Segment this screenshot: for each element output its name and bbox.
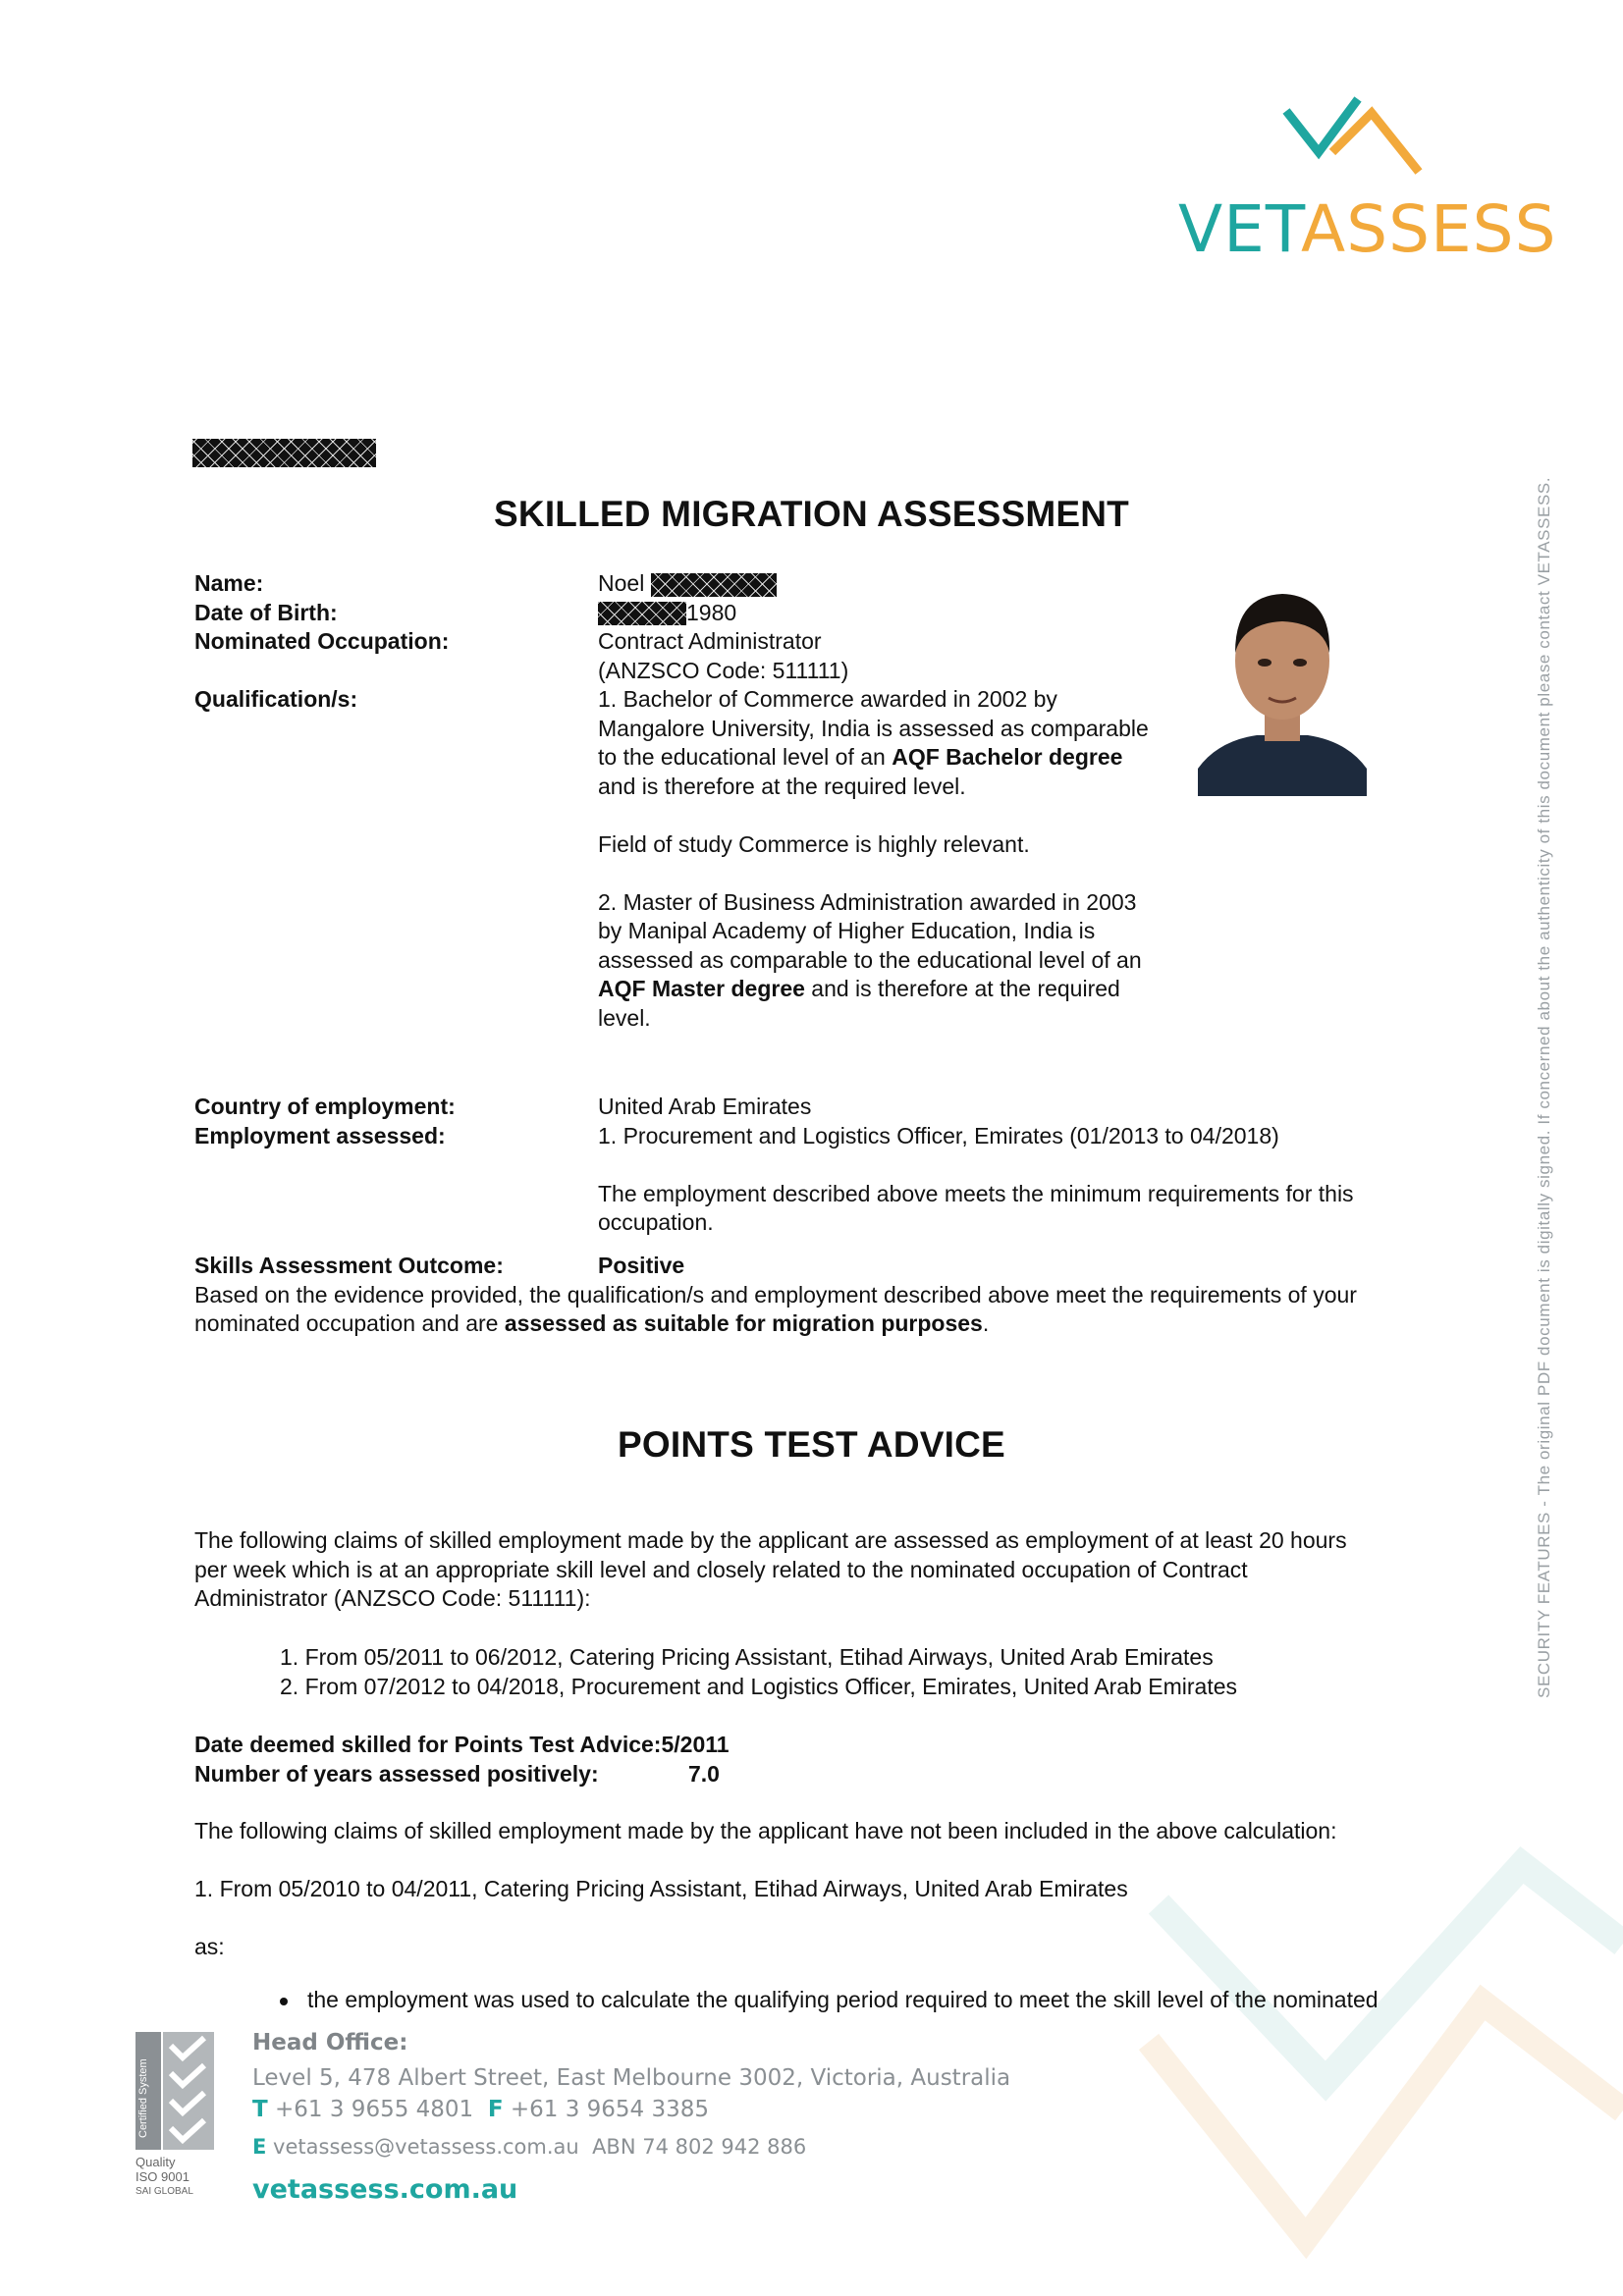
cert-label-iso: ISO 9001 [135,2169,189,2184]
employment-value: 1. Procurement and Logistics Officer, Emirates (01/2013 to 04/2018) [598,1122,1279,1148]
bullet-text: the employment was used to calculate the qualifying period required to meet the skill level of the nominated [307,1987,1379,2012]
outcome-block [194,1252,1432,1339]
footer-contact [252,2025,1010,2208]
country-value: United Arab Emirates [598,1094,812,1119]
qualification-2-line-1: 2. Master of Business Administration awarded in 2003 [598,888,1137,915]
name-value-row [598,569,1187,599]
abn: ABN 74 802 942 886 [592,2135,807,2159]
qualification-1-line-4: and is therefore at the required level. [598,773,966,799]
logo-wordmark: VETASSESS [1178,191,1557,267]
labels-column [194,569,449,715]
page-title: SKILLED MIGRATION ASSESSMENT [494,494,1129,534]
values-column [598,569,1187,1033]
outcome-label: Skills Assessment Outcome: [194,1253,504,1278]
bullet-icon [280,1998,288,2005]
fax-number: +61 3 9654 3385 [510,2097,710,2122]
logo-chevron-icon [1281,93,1429,187]
employment-values [598,1093,1403,1238]
dob-value: 1980 [686,599,737,625]
employment-note-2: occupation. [598,1209,714,1235]
as-label: as: [194,1934,225,1959]
employment-labels [194,1093,456,1150]
years-row: Number of years assessed positively: 7.0 [194,1760,730,1789]
website-link[interactable]: vetassess.com.au [252,2174,518,2205]
security-features-strip: SECURITY FEATURES - The original PDF document is digitally signed. If concerned about the authenticity of this document please contact VETASSESS. [1535,476,1553,1698]
points-intro [194,1526,1432,1614]
points-intro-1: The following claims of skilled employment made by the applicant are assessed as employment of at least 20 hours [194,1527,1347,1553]
dob-label: Date of Birth: [194,599,338,625]
claim-item-2: 2. From 07/2012 to 04/2018, Procurement and Logistics Officer, Emirates, United Arab Emirates [280,1673,1238,1699]
qualification-2-line-4: AQF Master degree and is therefore at the required [598,976,1120,1001]
excluded-item-1: 1. From 05/2010 to 04/2011, Catering Pricing Assistant, Etihad Airways, United Arab Emirates [194,1876,1128,1901]
occupation-code: (ANZSCO Code: 511111) [598,657,849,683]
redacted-birthdate [598,602,686,625]
name-value: Noel [598,570,645,596]
dob-value-row [598,599,1187,628]
occupation-label: Nominated Occupation: [194,628,450,654]
qualification-2-line-5: level. [598,1004,651,1031]
applicant-photo [1198,572,1367,796]
iso-certification-badge [135,2032,214,2204]
redacted-reference [192,439,376,467]
employment-label: Employment assessed: [194,1122,446,1148]
points-intro-2: per week which is at an appropriate skill level and closely related to the nominated occupation of Contract [194,1556,1248,1582]
date-deemed-value: 5/2011 [661,1732,730,1757]
cert-label-quality: Quality [135,2155,176,2169]
head-office-label: Head Office: [252,2030,408,2056]
field-of-study: Field of study Commerce is highly relevant. [598,830,1030,857]
name-label: Name: [194,570,264,596]
outcome-text-1: Based on the evidence provided, the qualification/s and employment described above meet the requirements of your [194,1281,1357,1308]
claims-list [280,1643,1237,1701]
outcome-row [194,1252,1432,1281]
date-deemed-row: Date deemed skilled for Points Test Advice:5/2011 [194,1732,730,1757]
cert-label-sai: SAI GLOBAL [135,2186,193,2197]
qualification-label: Qualification/s: [194,686,358,712]
qualification-2-line-3: assessed as comparable to the educational level of an [598,946,1142,973]
qualification-2-line-2: by Manipal Academy of Higher Education, India is [598,918,1096,943]
employment-note-1: The employment described above meets the minimum requirements for this [598,1180,1354,1206]
qualification-1-line-2: Mangalore University, India is assessed as comparable [598,715,1149,741]
office-address: Level 5, 478 Albert Street, East Melbourne 3002, Victoria, Australia [252,2065,1011,2091]
bullet-item [280,1986,1458,2015]
outcome-value: Positive [598,1253,685,1278]
qualification-1-line-3: to the educational level of an AQF Bachelor degree [598,744,1123,770]
cert-label-certified: Certified System [137,2058,149,2138]
country-label: Country of employment: [194,1094,456,1119]
points-intro-3: Administrator (ANZSCO Code: 511111): [194,1585,591,1611]
claim-item-1: 1. From 05/2011 to 06/2012, Catering Pricing Assistant, Etihad Airways, United Arab Emirates [280,1644,1214,1670]
points-summary [194,1731,730,1789]
occupation-value: Contract Administrator [598,628,822,654]
excluded-intro: The following claims of skilled employment made by the applicant have not been included in the above calculation: [194,1818,1337,1843]
redacted-surname [651,573,777,597]
email-link[interactable]: vetassess@vetassess.com.au [273,2135,579,2159]
email-abn-row: E vetassess@vetassess.com.au ABN 74 802 942 886 [252,2135,807,2159]
years-value: 7.0 [688,1760,720,1787]
points-title: POINTS TEST ADVICE [618,1424,1005,1465]
outcome-text-2: nominated occupation and are assessed as suitable for migration purposes. [194,1310,990,1336]
excluded-block [194,1817,1451,1962]
vetassess-logo [1178,93,1557,280]
phone-fax-row: T +61 3 9655 4801 F +61 3 9654 3385 [252,2097,710,2122]
phone-number: +61 3 9655 4801 [275,2097,474,2122]
qualification-1-line-1: 1. Bachelor of Commerce awarded in 2002 by [598,686,1057,712]
